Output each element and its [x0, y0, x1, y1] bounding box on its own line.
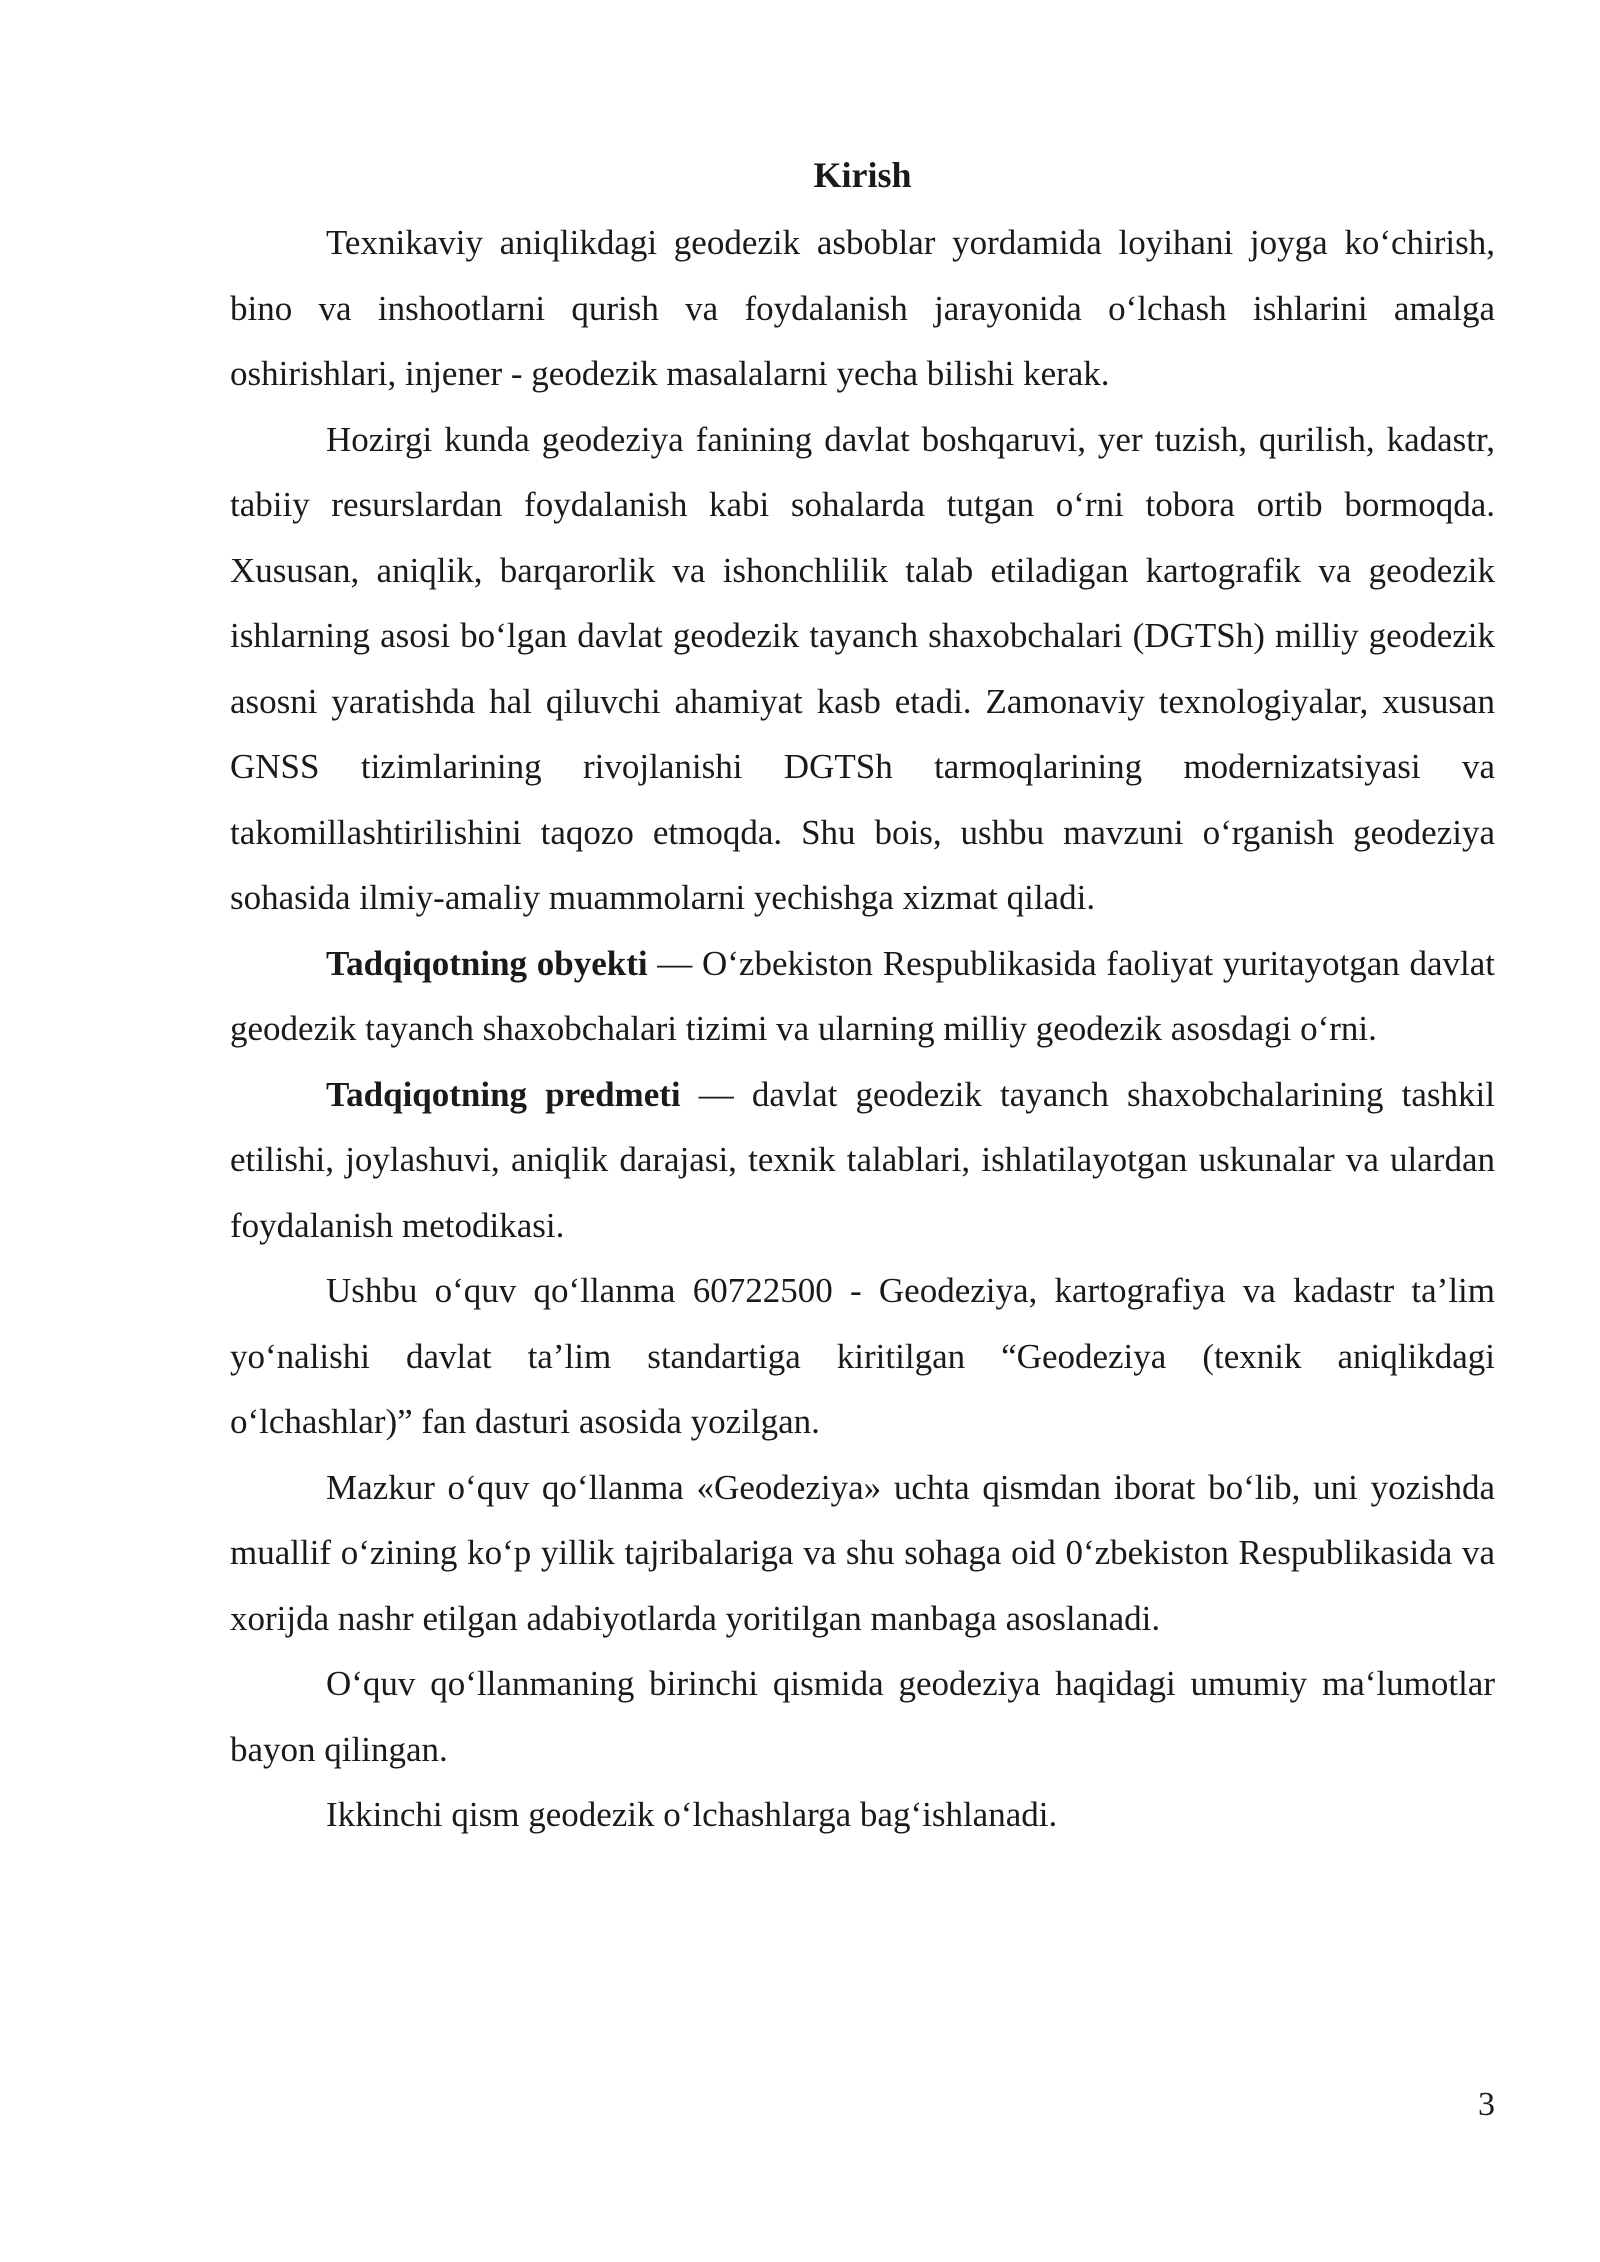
- document-page: [230, 145, 1495, 1848]
- paragraph-lead-term: Tadqiqotning predmeti: [326, 1074, 681, 1114]
- paragraph-text: Mazkur o‘quv qo‘llanma «Geodeziya» uchta qismdan iborat bo‘lib, uni yozishda muallif o‘zining ko‘p yillik tajribalariga va shu sohaga oid 0‘zbekiston Respublikasida va xorijda nashr etilgan adabiyotlarda yoritilgan manbaga asoslanadi.: [230, 1467, 1495, 1638]
- page-number: 3: [1478, 2086, 1495, 2123]
- paragraph-research-object: [230, 931, 1495, 1062]
- paragraph-part-one: [230, 1651, 1495, 1782]
- paragraph-curriculum: [230, 1258, 1495, 1455]
- paragraph-relevance: [230, 407, 1495, 931]
- paragraph-part-two: [230, 1782, 1495, 1848]
- section-title: Kirish: [813, 155, 912, 195]
- paragraph-research-subject: [230, 1062, 1495, 1259]
- paragraph-structure: [230, 1455, 1495, 1652]
- paragraph-text: Ikkinchi qism geodezik o‘lchashlarga bag‘ishlanadi.: [326, 1795, 1058, 1834]
- paragraph-text: Texnikaviy aniqlikdagi geodezik asboblar yordamida loyihani joyga ko‘chirish, bino va inshootlarni qurish va foydalanish jarayonida o‘lchash ishlarini amalga oshirishlari, injener - geodezik masalalarni yecha bilishi kerak.: [230, 223, 1495, 393]
- paragraph-intro: [230, 210, 1495, 407]
- paragraph-text: — O‘zbekiston Respublikasida faoliyat yuritayotgan davlat geodezik tayanch shaxobchalari tizimi va ularning milliy geodezik asosdagi o‘rni.: [230, 943, 1495, 1048]
- paragraph-text: Hozirgi kunda geodeziya fanining davlat boshqaruvi, yer tuzish, qurilish, kadastr, tabiiy resurslardan foydalanish kabi sohalarda tutgan o‘rni tobora ortib bormoqda. Xususan, aniqlik, barqarorlik va ishonchlilik talab etiladigan kartografik va geodezik ishlarning asosi bo‘lgan davlat geodezik tayanch shaxobchalari (DGTSh) milliy geodezik asosni yaratishda hal qiluvchi ahamiyat kasb etadi. Zamonaviy texnologiyalar, xususan GNSS tizimlarining rivojlanishi DGTSh tarmoqlarining modernizatsiyasi va takomillashtirilishini taqozo etmoqda. Shu bois, ushbu mavzuni o‘rganish geodeziya sohasida ilmiy-amaliy muammolarni yechishga xizmat qiladi.: [230, 419, 1495, 917]
- paragraph-text: O‘quv qo‘llanmaning birinchi qismida geodeziya haqidagi umumiy ma‘lumotlar bayon qilingan.: [230, 1664, 1495, 1769]
- paragraph-text: Ushbu o‘quv qo‘llanma 60722500 - Geodeziya, kartografiya va kadastr ta’lim yo‘nalishi davlat ta’lim standartiga kiritilgan “Geodeziya (texnik aniqlikdagi o‘lchashlar)” fan dasturi asosida yozilgan.: [230, 1271, 1495, 1441]
- paragraph-text: — davlat geodezik tayanch shaxobchalarining tashkil etilishi, joylashuvi, aniqlik darajasi, texnik talablari, ishlatilayotgan uskunalar va ulardan foydalanish metodikasi.: [230, 1074, 1496, 1245]
- paragraph-lead-term: Tadqiqotning obyekti: [326, 943, 648, 983]
